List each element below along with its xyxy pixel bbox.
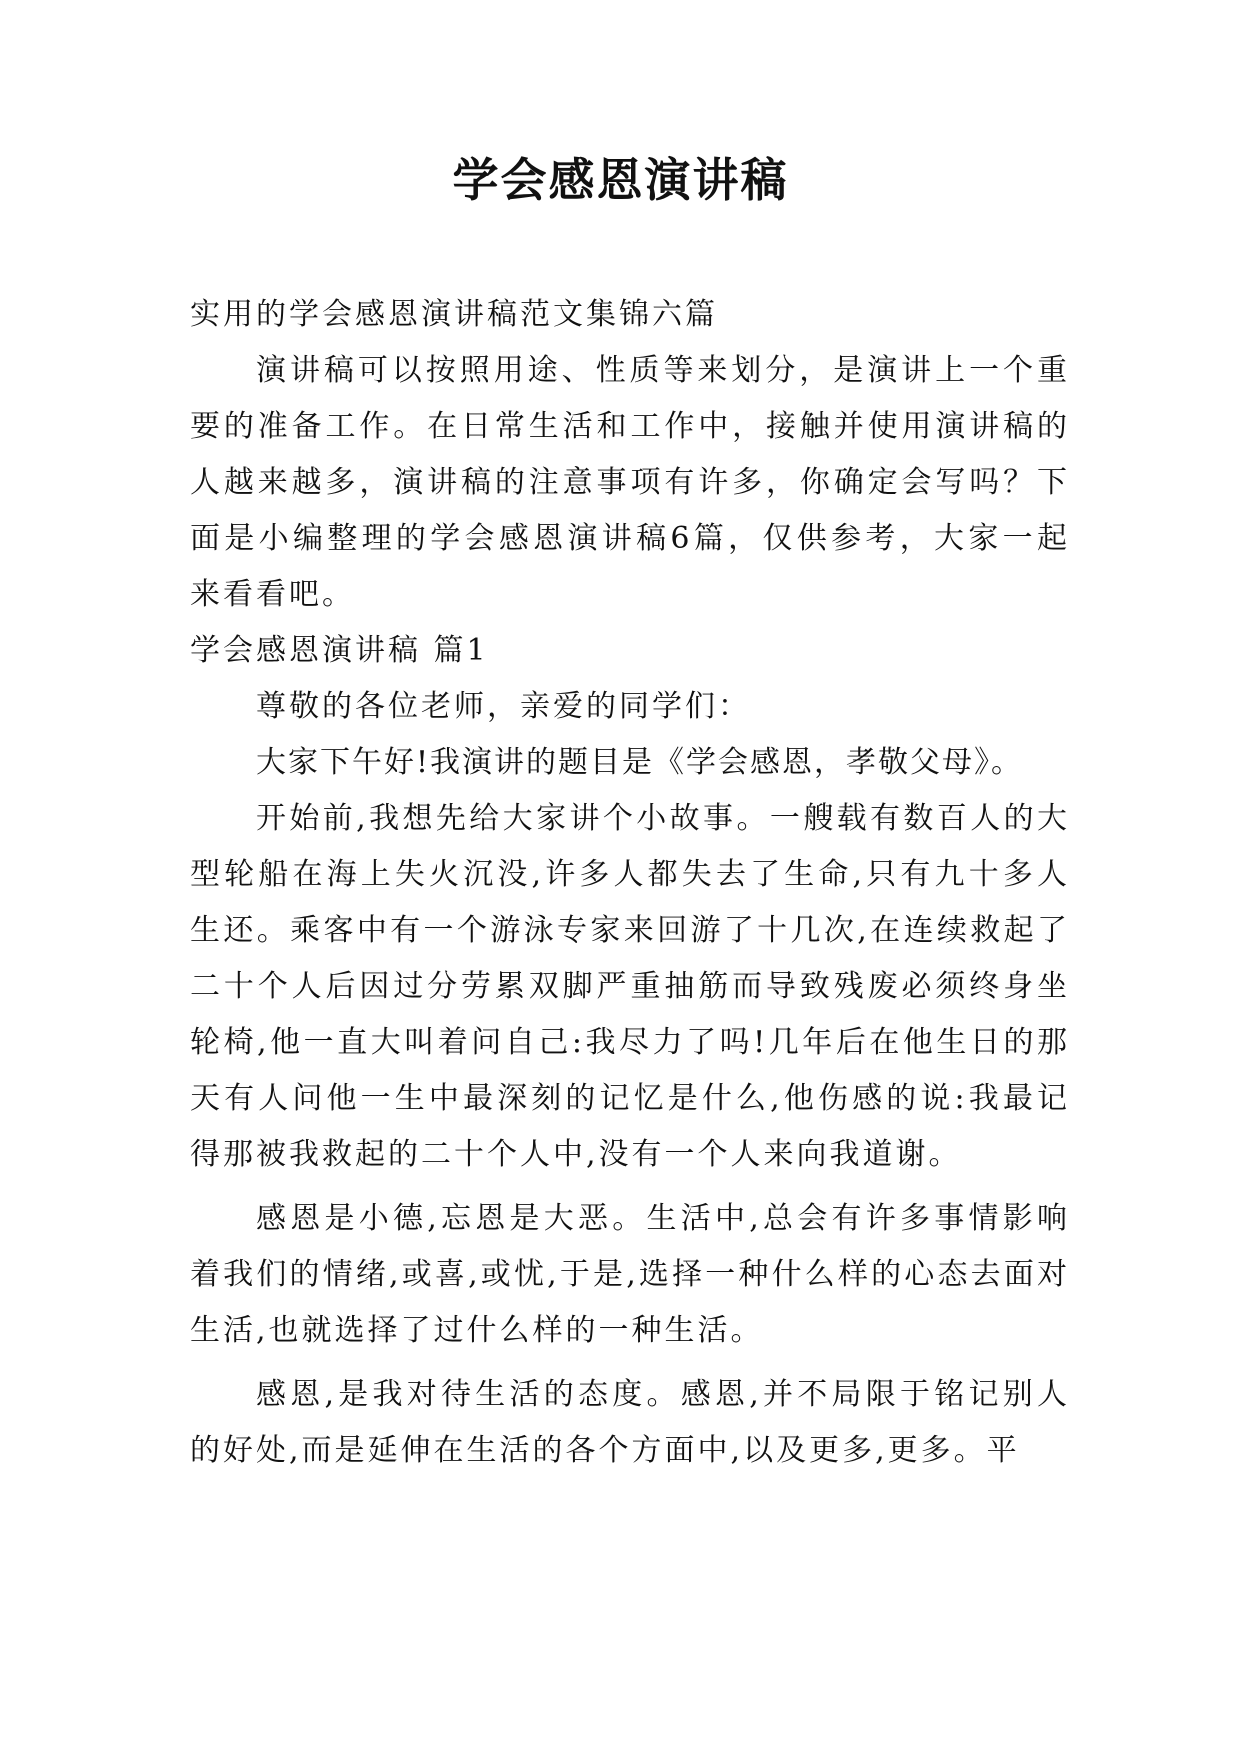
section-heading: 学会感恩演讲稿 篇1 <box>190 633 489 668</box>
attitude-paragraph: 感恩,是我对待生活的态度。感恩,并不局限于铭记别人的好处,而是延伸在生活的各个方面中,以及更多,更多。平 <box>190 1377 1070 1468</box>
document-subtitle: 实用的学会感恩演讲稿范文集锦六篇 <box>190 297 718 332</box>
document-body <box>190 287 1070 1479</box>
opening-paragraph: 大家下午好!我演讲的题目是《学会感恩，孝敬父母》。 <box>256 745 1024 780</box>
greeting-paragraph: 尊敬的各位老师，亲爱的同学们： <box>256 689 751 724</box>
intro-paragraph: 演讲稿可以按照用途、性质等来划分，是演讲上一个重要的准备工作。在日常生活和工作中，接触并使用演讲稿的人越来越多，演讲稿的注意事项有许多，你确定会写吗？下面是小编整理的学会感恩演讲稿6篇，仅供参考，大家一起来看看吧。 <box>190 353 1070 612</box>
story-paragraph: 开始前,我想先给大家讲个小故事。一艘载有数百人的大型轮船在海上失火沉没,许多人都失去了生命,只有九十多人生还。乘客中有一个游泳专家来回游了十几次,在连续救起了二十个人后因过分劳累双脚严重抽筋而导致残废必须终身坐轮椅,他一直大叫着问自己:我尽力了吗!几年后在他生日的那天有人问他一生中最深刻的记忆是什么,他伤感的说:我最记得那被我救起的二十个人中,没有一个人来向我道谢。 <box>190 801 1070 1172</box>
virtue-paragraph: 感恩是小德,忘恩是大恶。生活中,总会有许多事情影响着我们的情绪,或喜,或忧,于是,选择一种什么样的心态去面对生活,也就选择了过什么样的一种生活。 <box>190 1201 1070 1348</box>
document-title: 学会感恩演讲稿 <box>452 153 789 207</box>
